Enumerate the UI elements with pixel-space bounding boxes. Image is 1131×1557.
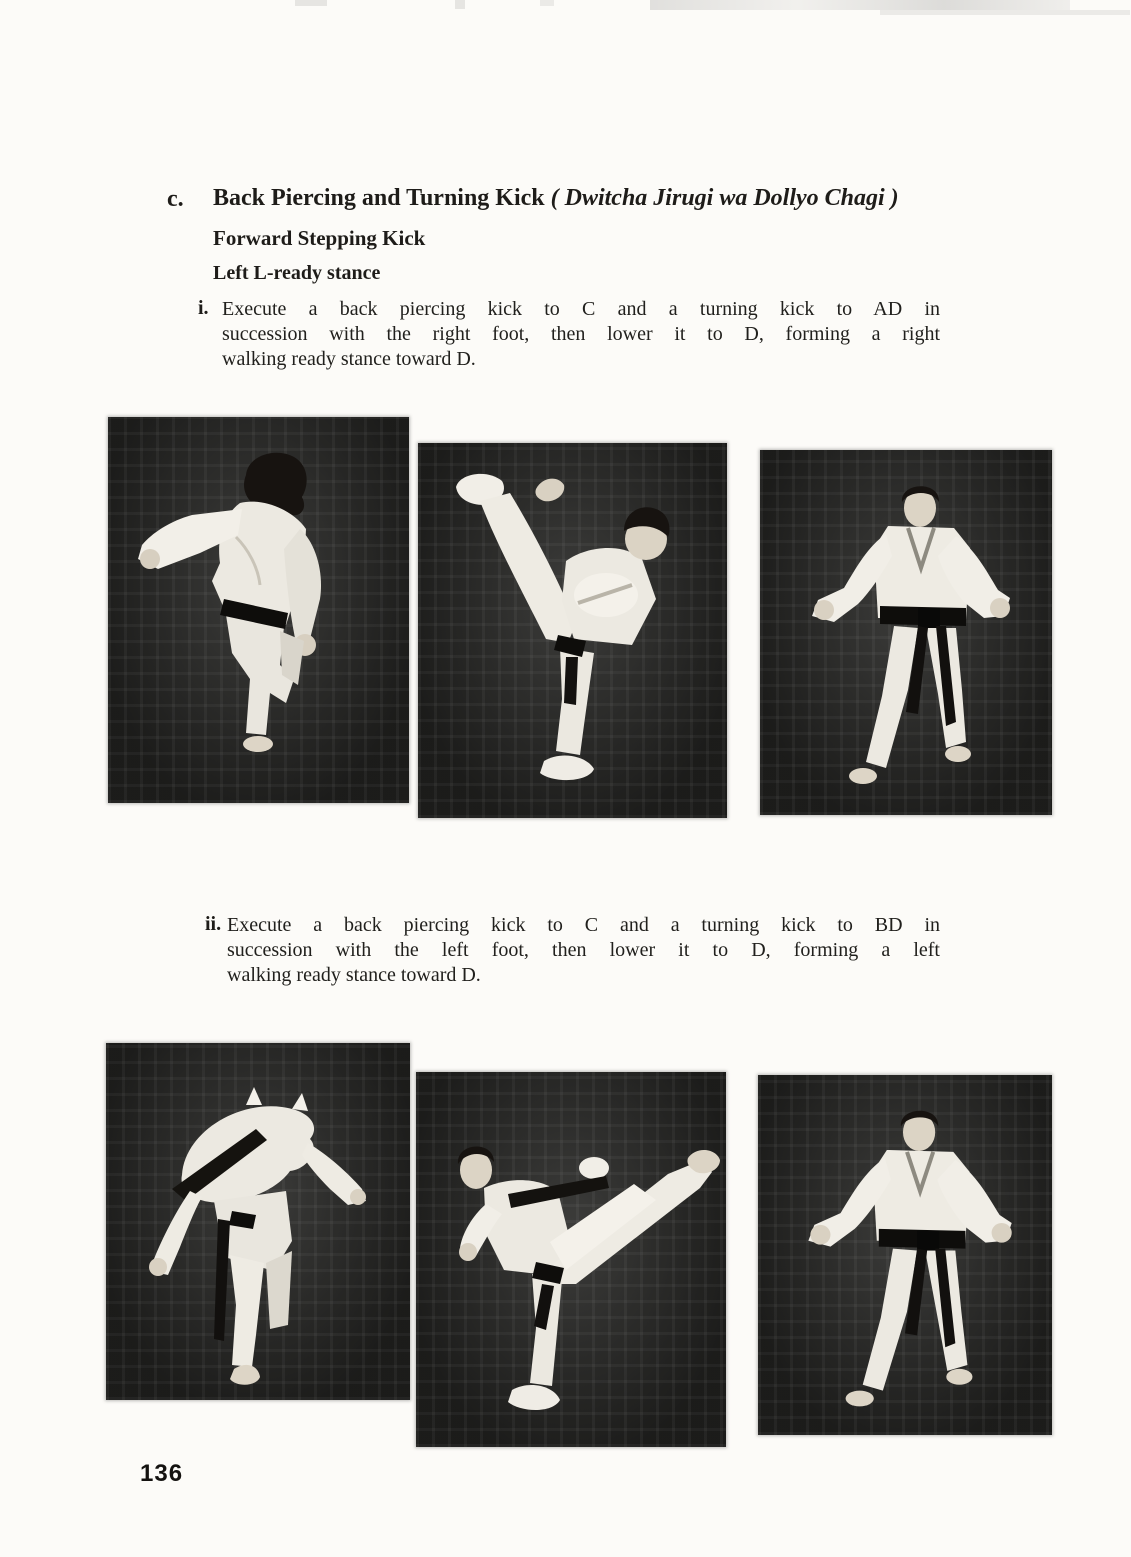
stance-heading: Left L-ready stance bbox=[213, 262, 381, 284]
step-i-line-1: Execute a back piercing kick to C and a turning kick to AD in bbox=[222, 298, 940, 320]
page-number: 136 bbox=[140, 1460, 184, 1487]
martial-artist-figure-icon bbox=[416, 1072, 726, 1447]
section-title-english: Back Piercing and Turning Kick bbox=[213, 185, 545, 211]
section-title bbox=[213, 184, 1013, 212]
scan-artifact bbox=[455, 0, 465, 9]
scan-artifact bbox=[540, 0, 554, 6]
step-i-line-3: walking ready stance toward D. bbox=[222, 348, 476, 370]
step-i-label: i. bbox=[198, 297, 209, 319]
photo-left-walking-ready-stance bbox=[758, 1075, 1052, 1435]
martial-artist-figure-icon bbox=[106, 1043, 410, 1400]
section-subtitle: Forward Stepping Kick bbox=[213, 226, 426, 250]
step-ii-line-3: walking ready stance toward D. bbox=[227, 964, 481, 986]
photo-turning-kick-right bbox=[418, 443, 727, 818]
martial-artist-figure-icon bbox=[418, 443, 727, 818]
step-i-text bbox=[222, 297, 940, 372]
section-label: c. bbox=[167, 186, 184, 212]
photo-turning-kick-left bbox=[416, 1072, 726, 1447]
scan-artifact bbox=[295, 0, 327, 6]
scan-artifact bbox=[650, 0, 1070, 10]
photo-right-walking-ready-stance bbox=[760, 450, 1052, 815]
step-ii-text bbox=[227, 913, 940, 988]
photo-back-piercing-chamber-right bbox=[108, 417, 409, 803]
step-ii-line-1: Execute a back piercing kick to C and a turning kick to BD in bbox=[227, 914, 940, 936]
scan-artifact bbox=[880, 10, 1130, 15]
step-i-line-2: succession with the right foot, then lower it to D, forming a right bbox=[222, 323, 940, 345]
section-title-romanized: ( Dwitcha Jirugi wa Dollyo Chagi ) bbox=[550, 185, 899, 211]
photo-back-piercing-chamber-left bbox=[106, 1043, 410, 1400]
step-ii-line-2: succession with the left foot, then lower it to D, forming a left bbox=[227, 939, 940, 961]
step-ii-label: ii. bbox=[205, 913, 222, 935]
martial-artist-figure-icon bbox=[758, 1075, 1052, 1435]
martial-artist-figure-icon bbox=[108, 417, 409, 803]
martial-artist-figure-icon bbox=[760, 450, 1052, 815]
